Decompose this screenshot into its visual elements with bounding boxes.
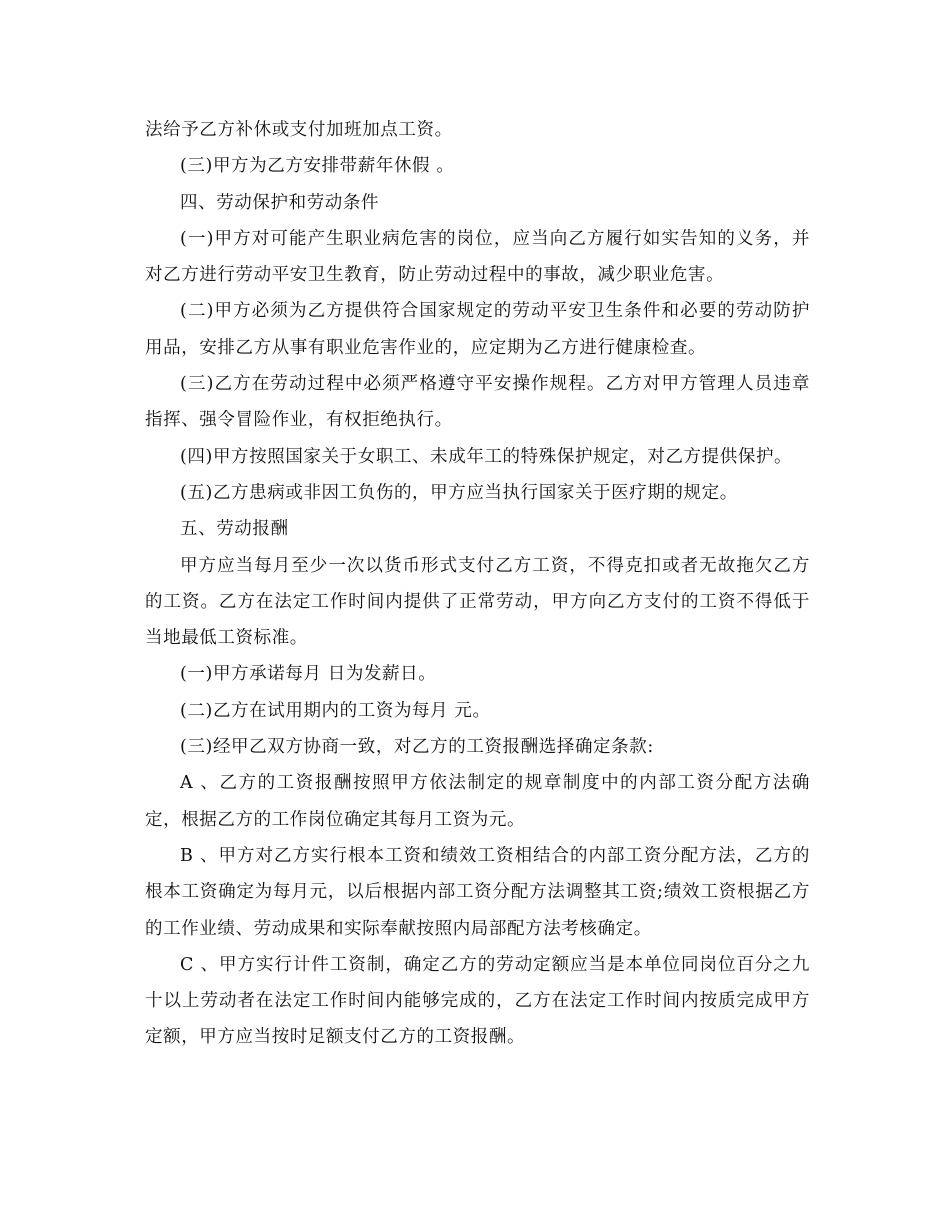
paragraph: C 、甲方实行计件工资制，确定乙方的劳动定额应当是本单位同岗位百分之九十以上劳动者在法定工作时间内能够完成的，乙方在法定工作时间内按质完成甲方定额，甲方应当按时足额支付乙方的工资报酬。 <box>145 954 810 1048</box>
document-body <box>145 112 810 1056</box>
paragraph: (二)乙方在试用期内的工资为每月 元。 <box>180 700 491 721</box>
paragraph: A 、乙方的工资报酬按照甲方依法制定的规章制度中的内部工资分配方法确定，根据乙方的工作岗位确定其每月工资为元。 <box>145 773 810 830</box>
paragraph: (五)乙方患病或非因工负伤的，甲方应当执行国家关于医疗期的规定。 <box>180 482 738 503</box>
paragraph: (三)经甲乙双方协商一致，对乙方的工资报酬选择确定条款: <box>180 737 654 758</box>
section-heading: 五、劳动报酬 <box>180 519 289 540</box>
section-heading: 四、劳动保护和劳动条件 <box>180 192 380 213</box>
paragraph: B 、甲方对乙方实行根本工资和绩效工资相结合的内部工资分配方法，乙方的根本工资确定为每月元，以后根据内部工资分配方法调整其工资;绩效工资根据乙方的工作业绩、劳动成果和实际奉献按照内局部配方法考核确定。 <box>145 845 810 939</box>
paragraph: 甲方应当每月至少一次以货币形式支付乙方工资，不得克扣或者无故拖欠乙方的工资。乙方在法定工作时间内提供了正常劳动，甲方向乙方支付的工资不得低于当地最低工资标准。 <box>145 555 810 649</box>
paragraph: (三)甲方为乙方安排带薪年休假 。 <box>180 156 455 177</box>
paragraph: 法给予乙方补休或支付加班加点工资。 <box>145 120 453 140</box>
paragraph: (四)甲方按照国家关于女职工、未成年工的特殊保护规定，对乙方提供保护。 <box>180 446 793 467</box>
paragraph: (一)甲方承诺每月 日为发薪日。 <box>180 664 437 685</box>
paragraph: (二)甲方必须为乙方提供符合国家规定的劳动平安卫生条件和必要的劳动防护用品，安排乙方从事有职业危害作业的，应定期为乙方进行健康检查。 <box>145 301 810 358</box>
paragraph: (一)甲方对可能产生职业病危害的岗位，应当向乙方履行如实告知的义务，并对乙方进行劳动平安卫生教育，防止劳动过程中的事故，减少职业危害。 <box>145 228 810 286</box>
paragraph: (三)乙方在劳动过程中必须严格遵守平安操作规程。乙方对甲方管理人员违章指挥、强令冒险作业，有权拒绝执行。 <box>145 374 810 431</box>
